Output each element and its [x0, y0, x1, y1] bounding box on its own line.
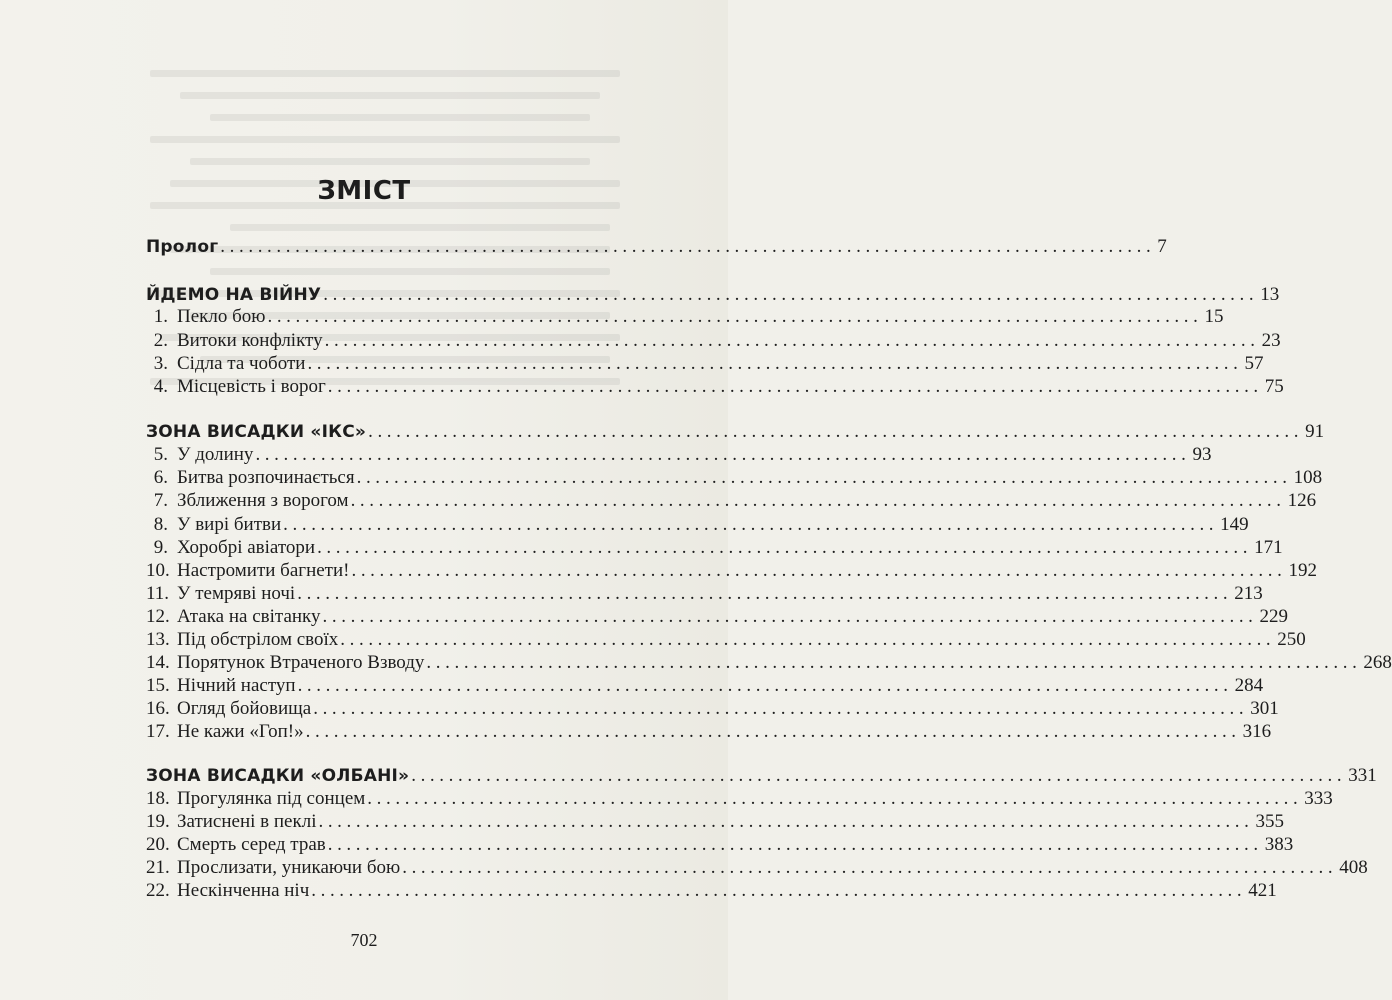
toc-title: ЗМІСТ — [317, 176, 411, 206]
chapter-title: Атака на світанку — [177, 606, 321, 627]
chapter-number: 7. — [153, 490, 168, 511]
dot-leader: .................................................................................................... — [297, 583, 1233, 604]
toc-chapter-row — [146, 467, 1323, 491]
toc-chapter-row — [146, 721, 1272, 745]
dot-leader: .................................................................................................... — [313, 698, 1249, 719]
dot-leader: .................................................................................................... — [340, 629, 1276, 650]
toc-page-number: 355 — [1255, 811, 1284, 832]
toc-chapter-row — [146, 606, 1289, 630]
toc-chapter-row — [146, 583, 1263, 607]
section-title: ЗОНА ВИСАДКИ «ОЛБАНІ» — [146, 766, 410, 786]
toc-chapter-row — [146, 490, 1317, 514]
chapter-number: 21. — [146, 857, 170, 878]
toc-chapter-row — [146, 675, 1264, 699]
toc-page-number: 421 — [1248, 880, 1277, 901]
toc-page-number: 7 — [1157, 236, 1167, 257]
toc-chapter-row — [146, 330, 1281, 354]
chapter-number: 9. — [153, 537, 168, 558]
section-title: ЙДЕМО НА ВІЙНУ — [146, 285, 322, 305]
dot-leader: .................................................................................................... — [255, 444, 1191, 465]
chapter-number: 11. — [146, 583, 170, 604]
section-title: ЗОНА ВИСАДКИ «ІКС» — [146, 422, 367, 442]
chapter-title: Прослизати, уникаючи бою — [177, 857, 401, 878]
toc-section-row — [146, 284, 1280, 308]
toc-page-number: 268 — [1363, 652, 1392, 673]
chapter-title: Битва розпочинається — [177, 467, 355, 488]
toc-chapter-row — [146, 834, 1294, 858]
toc-chapter-row — [146, 629, 1306, 653]
chapter-number: 18. — [146, 788, 170, 809]
dot-leader: .................................................................................................... — [327, 376, 1263, 397]
dot-leader: .................................................................................................... — [426, 652, 1362, 673]
dot-leader: .................................................................................................... — [297, 675, 1233, 696]
chapter-title: Смерть серед трав — [177, 834, 326, 855]
toc-page-number: 57 — [1244, 353, 1264, 374]
chapter-number: 10. — [146, 560, 170, 581]
toc-chapter-row — [146, 788, 1333, 812]
toc-section-row — [146, 236, 1167, 260]
dot-leader: .................................................................................................... — [356, 467, 1292, 488]
toc-page-number: 149 — [1220, 514, 1249, 535]
chapter-title: Пекло бою — [177, 306, 266, 327]
chapter-title: Порятунок Втраченого Взводу — [177, 652, 425, 673]
dot-leader: .................................................................................................... — [307, 353, 1243, 374]
dot-leader: .................................................................................................... — [351, 560, 1287, 581]
section-title: Пролог — [146, 237, 219, 257]
toc-chapter-row — [146, 514, 1249, 538]
dot-leader: .................................................................................................... — [367, 788, 1303, 809]
toc-page-number: 250 — [1277, 629, 1306, 650]
toc-chapter-row — [146, 353, 1264, 377]
chapter-number: 12. — [146, 606, 170, 627]
toc-page-number: 23 — [1261, 330, 1281, 351]
toc-page-number: 331 — [1348, 765, 1377, 786]
dot-leader: .................................................................................................... — [327, 834, 1263, 855]
dot-leader: .................................................................................................... — [267, 306, 1203, 327]
chapter-title: Під обстрілом своїх — [177, 629, 339, 650]
chapter-title: Не кажи «Гоп!» — [177, 721, 304, 742]
toc-chapter-row — [146, 698, 1279, 722]
chapter-number: 8. — [153, 514, 168, 535]
chapter-title: Місцевість і ворог — [177, 376, 326, 397]
chapter-number: 2. — [153, 330, 168, 351]
dot-leader: .................................................................................................... — [411, 765, 1347, 786]
chapter-number: 6. — [153, 467, 168, 488]
toc-page-number: 15 — [1204, 306, 1224, 327]
chapter-number: 3. — [153, 353, 168, 374]
chapter-title: Настромити багнети! — [177, 560, 350, 581]
dot-leader: .................................................................................................... — [402, 857, 1338, 878]
toc-page-number: 383 — [1264, 834, 1294, 855]
toc-chapter-row — [146, 857, 1368, 881]
chapter-title: Огляд бойовища — [177, 698, 312, 719]
toc-page-number: 333 — [1304, 788, 1333, 809]
chapter-number: 17. — [146, 721, 170, 742]
toc-chapter-row — [146, 811, 1284, 835]
toc-page-number: 284 — [1234, 675, 1264, 696]
toc-chapter-row — [146, 376, 1284, 400]
dot-leader: .................................................................................................... — [323, 284, 1259, 305]
chapter-title: У темряві ночі — [177, 583, 296, 604]
chapter-title: Нічний наступ — [177, 675, 296, 696]
chapter-title: Зближення з ворогом — [177, 490, 349, 511]
toc-chapter-row — [146, 652, 1392, 676]
dot-leader: .................................................................................................... — [324, 330, 1260, 351]
chapter-number: 22. — [146, 880, 170, 901]
dot-leader: .................................................................................................... — [311, 880, 1247, 901]
toc-page-number: 91 — [1305, 421, 1325, 442]
chapter-number: 15. — [146, 675, 170, 696]
toc-page-number: 171 — [1254, 537, 1283, 558]
toc-chapter-row — [146, 306, 1224, 330]
chapter-title: Витоки конфлікту — [177, 330, 323, 351]
dot-leader: .................................................................................................... — [283, 514, 1219, 535]
chapter-number: 14. — [146, 652, 170, 673]
toc-chapter-row — [146, 444, 1212, 468]
chapter-number: 4. — [153, 376, 168, 397]
toc-page-number: 13 — [1260, 284, 1280, 305]
chapter-number: 16. — [146, 698, 170, 719]
toc-page-number: 192 — [1288, 560, 1317, 581]
dot-leader: .................................................................................................... — [350, 490, 1286, 511]
chapter-title: Сідла та чоботи — [177, 353, 306, 374]
chapter-title: Нескінченна ніч — [177, 880, 310, 901]
dot-leader: .................................................................................................... — [318, 811, 1254, 832]
toc-page-number: 213 — [1234, 583, 1263, 604]
chapter-title: У вирі битви — [177, 514, 282, 535]
toc-page-number: 93 — [1192, 444, 1212, 465]
chapter-number: 5. — [153, 444, 168, 465]
toc-chapter-row — [146, 537, 1283, 561]
toc-page-number: 75 — [1264, 376, 1284, 397]
dot-leader: .................................................................................................... — [305, 721, 1241, 742]
chapter-number: 1. — [153, 306, 168, 327]
chapter-title: Затиснені в пеклі — [177, 811, 317, 832]
toc-page-number: 316 — [1242, 721, 1272, 742]
page-number: 702 — [350, 930, 378, 950]
chapter-title: Прогулянка під сонцем — [177, 788, 366, 809]
chapter-title: У долину — [177, 444, 254, 465]
toc-page-number: 108 — [1293, 467, 1323, 488]
chapter-number: 19. — [146, 811, 170, 832]
chapter-title: Хоробрі авіатори — [177, 537, 316, 558]
toc-page-number: 408 — [1339, 857, 1368, 878]
toc-chapter-row — [146, 880, 1277, 904]
toc-section-row — [146, 421, 1325, 445]
chapter-number: 13. — [146, 629, 170, 650]
toc-page-number: 126 — [1287, 490, 1317, 511]
toc-section-row — [146, 765, 1377, 789]
dot-leader: .................................................................................................... — [368, 421, 1304, 442]
toc-chapter-row — [146, 560, 1317, 584]
dot-leader: .................................................................................................... — [317, 537, 1253, 558]
toc-page-number: 301 — [1250, 698, 1279, 719]
chapter-number: 20. — [146, 834, 170, 855]
dot-leader: .................................................................................................... — [322, 606, 1258, 627]
dot-leader: .................................................................................................... — [220, 236, 1156, 257]
toc-page-number: 229 — [1259, 606, 1289, 627]
